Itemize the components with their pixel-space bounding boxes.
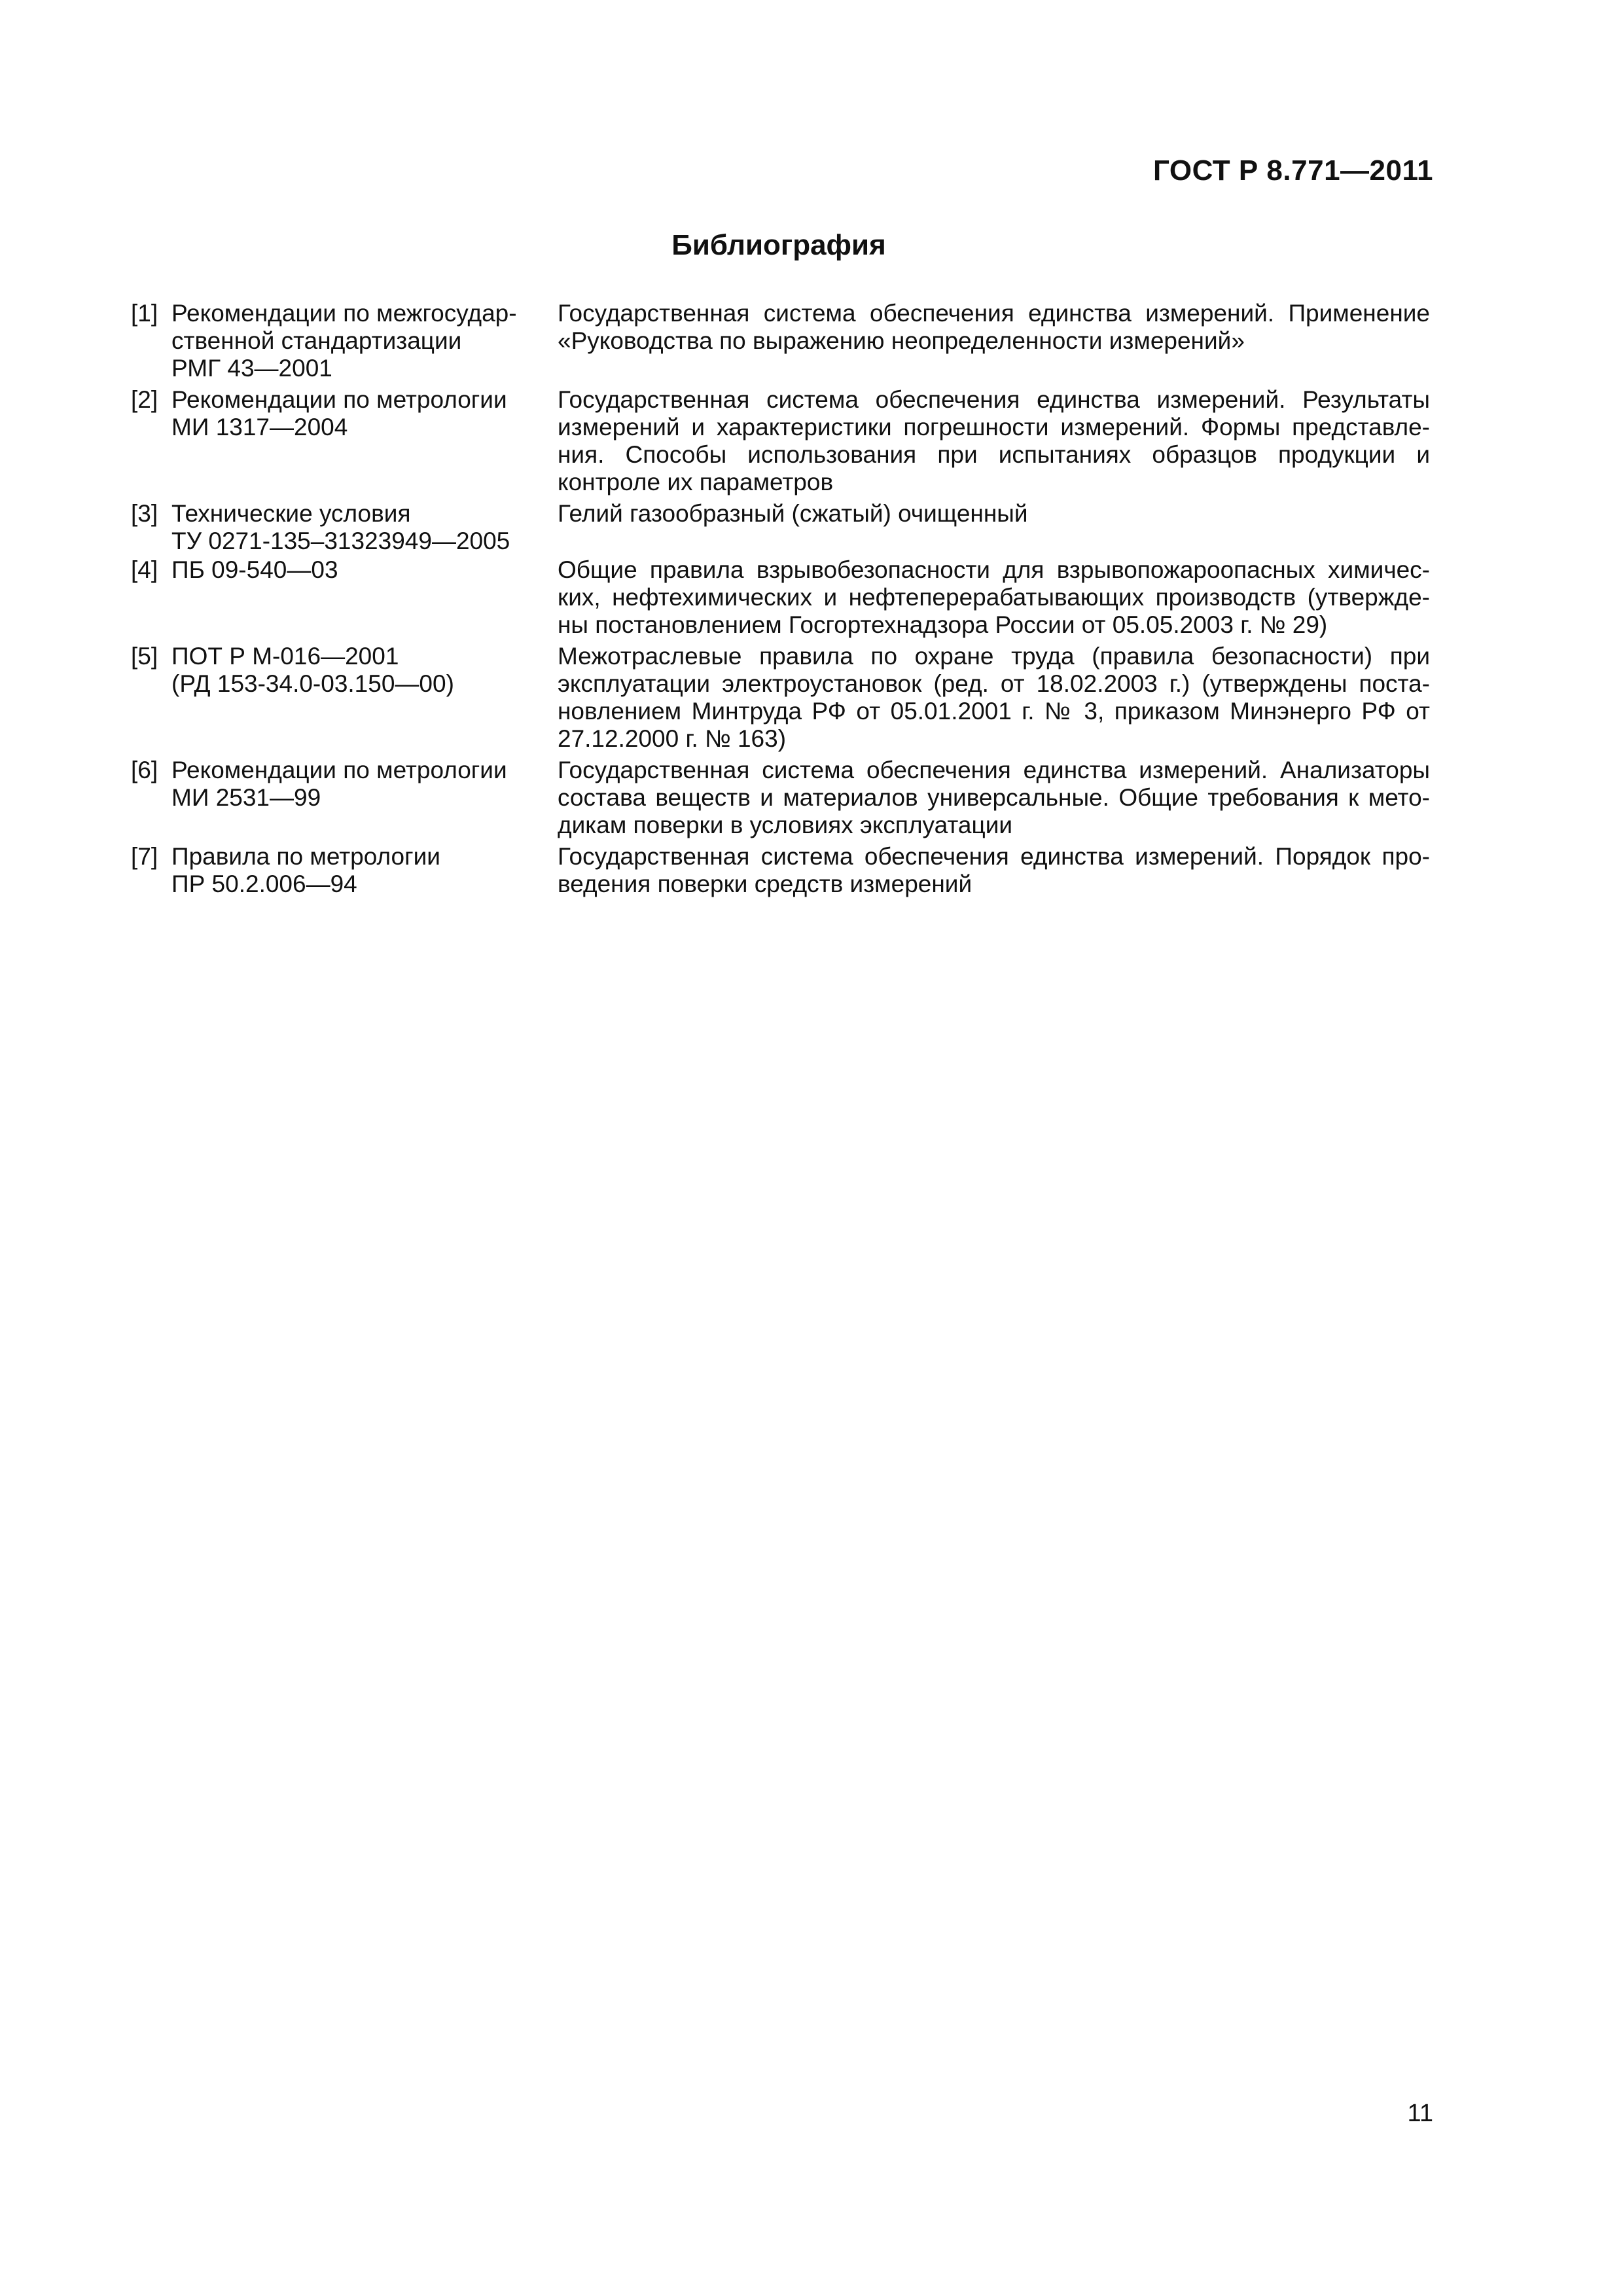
entry-description-line: 27.12.2000 г. № 163) xyxy=(558,725,787,752)
entry-description-line: Гелий газообразный (сжатый) очищенный xyxy=(558,500,1028,527)
entry-reference-line: МИ 1317—2004 xyxy=(171,414,348,440)
entry-reference-line: (РД 153-34.0-03.150—00) xyxy=(171,670,454,697)
entry-description-line: ны постановлением Госгортехнадзора России от 05.05.2003 г. № 29) xyxy=(558,611,1328,638)
entry-reference-line: Рекомендации по метрологии xyxy=(171,386,507,413)
entry-reference-line: ПБ 09-540—03 xyxy=(171,556,338,583)
entry-reference-line: ственной стандартизации xyxy=(171,327,462,354)
entry-reference-line: Рекомендации по метрологии xyxy=(171,757,507,783)
document-code: ГОСТ Р 8.771—2011 xyxy=(1152,154,1433,187)
entry-reference-line: ПР 50.2.006—94 xyxy=(171,870,357,897)
entry-description-line: измерений и характеристики погрешности измерений. Формы представле- xyxy=(558,414,1430,440)
bibliography-entry-5 xyxy=(131,643,1430,753)
entry-reference xyxy=(171,757,558,812)
entry-reference xyxy=(171,300,558,382)
entry-reference xyxy=(171,386,558,441)
entry-description-line: ких, нефтехимических и нефтеперерабатывающих производств (утвержде- xyxy=(558,584,1430,611)
entry-description-line: ния. Способы использования при испытаниях образцов продукции и xyxy=(558,441,1430,468)
entry-description-line: эксплуатации электроустановок (ред. от 18.02.2003 г.) (утверждены поста- xyxy=(558,670,1430,697)
entry-reference-line: Правила по метрологии xyxy=(171,843,440,870)
entry-reference-line: РМГ 43—2001 xyxy=(171,355,332,382)
entry-description xyxy=(558,386,1430,496)
page-number: 11 xyxy=(1407,2100,1433,2127)
entry-description-line: дикам поверки в условиях эксплуатации xyxy=(558,812,1013,838)
entry-number: [2] xyxy=(131,386,158,413)
entry-number: [7] xyxy=(131,843,158,870)
entry-reference xyxy=(171,843,558,898)
bibliography-entry-6 xyxy=(131,757,1430,839)
entry-reference-line: МИ 2531—99 xyxy=(171,784,321,811)
entry-reference-line: Технические условия xyxy=(171,500,411,527)
bibliography-title: Библиография xyxy=(671,229,886,261)
bibliography-entry-7 xyxy=(131,843,1430,898)
bibliography-entry-2 xyxy=(131,386,1430,496)
entry-number: [4] xyxy=(131,556,158,583)
entry-description-line: Государственная система обеспечения единства измерений. Анализаторы xyxy=(558,757,1430,783)
entry-description-line: Общие правила взрывобезопасности для взрывопожароопасных химичес- xyxy=(558,556,1430,583)
entry-description-line: Межотраслевые правила по охране труда (правила безопасности) при xyxy=(558,643,1430,670)
entry-description xyxy=(558,843,1430,898)
entry-description-line: Государственная система обеспечения единства измерений. Результаты xyxy=(558,386,1430,413)
entry-description-line: «Руководства по выражению неопределенности измерений» xyxy=(558,327,1245,354)
entry-description xyxy=(558,300,1430,355)
entry-description-line: ведения поверки средств измерений xyxy=(558,870,972,897)
entry-description xyxy=(558,643,1430,753)
entry-description-line: состава веществ и материалов универсальные. Общие требования к мето- xyxy=(558,784,1430,811)
bibliography-entry-1 xyxy=(131,300,1430,382)
entry-reference xyxy=(171,556,558,584)
bibliography-list xyxy=(131,300,1430,898)
entry-description xyxy=(558,500,1430,528)
entry-description-line: Государственная система обеспечения единства измерений. Применение xyxy=(558,300,1430,327)
entry-description xyxy=(558,556,1430,639)
entry-description xyxy=(558,757,1430,839)
entry-number: [6] xyxy=(131,757,158,783)
entry-reference-line: ТУ 0271-135–31323949—2005 xyxy=(171,528,510,554)
entry-reference xyxy=(171,500,558,555)
entry-reference-line: ПОТ Р М-016—2001 xyxy=(171,643,399,670)
entry-description-line: Государственная система обеспечения единства измерений. Порядок про- xyxy=(558,843,1430,870)
entry-description-line: новлением Минтруда РФ от 05.01.2001 г. № 3, приказом Минэнерго РФ от xyxy=(558,698,1430,725)
entry-number: [1] xyxy=(131,300,158,327)
entry-reference xyxy=(171,643,558,698)
bibliography-entry-4 xyxy=(131,556,1430,639)
entry-reference-line: Рекомендации по межгосудар- xyxy=(171,300,517,327)
entry-number: [5] xyxy=(131,643,158,670)
bibliography-entry-3 xyxy=(131,500,1430,555)
entry-number: [3] xyxy=(131,500,158,527)
entry-description-line: контроле их параметров xyxy=(558,469,834,495)
